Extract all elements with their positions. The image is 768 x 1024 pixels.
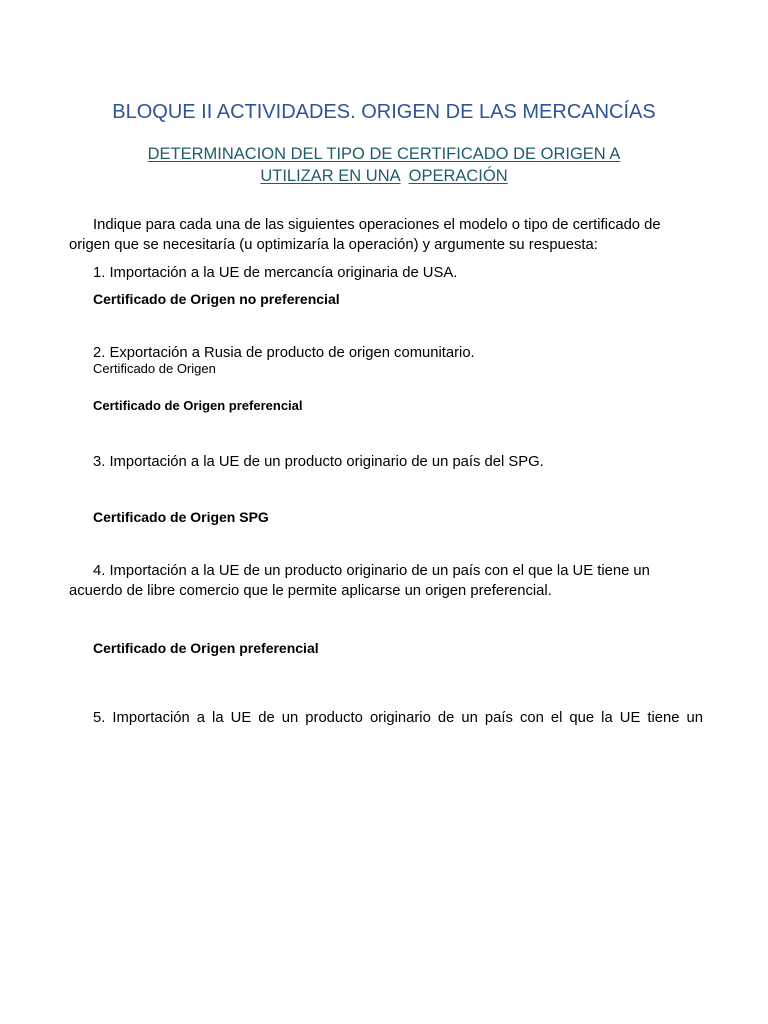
document-subtitle-line-1 bbox=[0, 143, 768, 165]
intro-paragraph-line-2: origen que se necesitaría (u optimizaría la operación) y argumente su respuesta: bbox=[69, 237, 598, 253]
answer-2-note: Certificado de Origen bbox=[93, 361, 216, 376]
subtitle-text-2a: UTILIZAR EN UNA bbox=[260, 167, 401, 185]
answer-1: Certificado de Origen no preferencial bbox=[93, 291, 340, 307]
question-5-line-1: 5. Importación a la UE de un producto originario de un país con el que la UE tiene un bbox=[93, 709, 703, 726]
intro-paragraph-line-1: Indique para cada una de las siguientes operaciones el modelo o tipo de certificado de bbox=[93, 217, 661, 233]
answer-3: Certificado de Origen SPG bbox=[93, 509, 269, 525]
question-3: 3. Importación a la UE de un producto originario de un país del SPG. bbox=[93, 454, 544, 470]
document-subtitle-line-2 bbox=[0, 165, 768, 187]
answer-4: Certificado de Origen preferencial bbox=[93, 640, 319, 656]
answer-2: Certificado de Origen preferencial bbox=[93, 398, 303, 413]
document-title: BLOQUE II ACTIVIDADES. ORIGEN DE LAS MERCANCÍAS bbox=[112, 101, 656, 123]
question-4-line-2: acuerdo de libre comercio que le permite aplicarse un origen preferencial. bbox=[69, 583, 552, 599]
question-1: 1. Importación a la UE de mercancía originaria de USA. bbox=[93, 265, 458, 281]
subtitle-text-2b: OPERACIÓN bbox=[408, 167, 508, 185]
subtitle-text-1: DETERMINACION DEL TIPO DE CERTIFICADO DE ORIGEN A bbox=[147, 145, 621, 163]
question-2: 2. Exportación a Rusia de producto de origen comunitario. bbox=[93, 345, 475, 361]
question-4-line-1: 4. Importación a la UE de un producto originario de un país con el que la UE tiene un bbox=[93, 563, 650, 579]
